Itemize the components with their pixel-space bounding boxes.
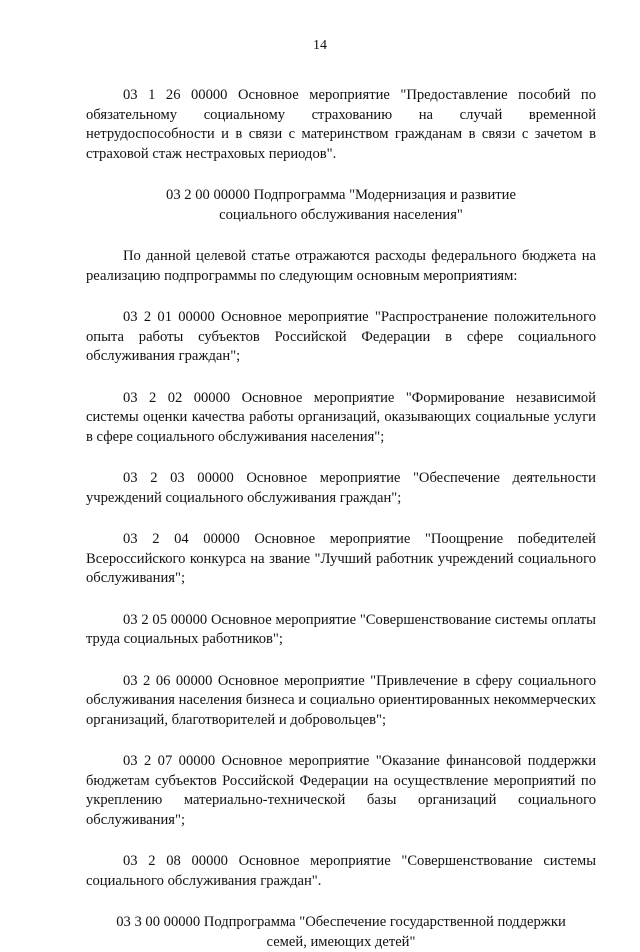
paragraph-03-2-02: 03 2 02 00000 Основное мероприятие "Формирование независимой системы оценки качества работы организаций, оказывающих социальные услуги в сфере социального обслуживания населения"; (86, 389, 596, 445)
paragraph-03-1-26: 03 1 26 00000 Основное мероприятие "Предоставление пособий по обязательному социальному страхованию на случай временной нетрудоспособности и в связи с материнством гражданам в связи с зачетом в страховой стаж нестраховых периодов". (86, 87, 596, 162)
paragraph-03-2-07: 03 2 07 00000 Основное мероприятие "Оказание финансовой поддержки бюджетам субъектов Российской Федерации на осуществление мероприятий по укреплению материально-технической базы организаций социального обслуживания"; (86, 753, 596, 828)
paragraph-intro: По данной целевой статье отражаются расходы федерального бюджета на реализацию подпрограммы по следующим основным мероприятиям: (86, 248, 596, 284)
paragraph-03-2-08: 03 2 08 00000 Основное мероприятие "Совершенствование системы социального обслуживания граждан". (86, 853, 596, 889)
paragraph-03-2-05: 03 2 05 00000 Основное мероприятие "Совершенствование системы оплаты труда социальных работников"; (86, 611, 596, 647)
document-body (86, 86, 596, 952)
page-number: 14 (313, 38, 327, 53)
heading-line: семей, имеющих детей" (266, 933, 416, 950)
paragraph-03-2-03: 03 2 03 00000 Основное мероприятие "Обеспечение деятельности учреждений социального обслуживания граждан"; (86, 470, 596, 506)
heading-line: социального обслуживания населения" (219, 206, 463, 223)
subprogram-heading-03-3 (86, 913, 596, 952)
subprogram-heading-03-2 (86, 186, 596, 225)
heading-line: 03 3 00 00000 Подпрограмма "Обеспечение государственной поддержки (116, 914, 566, 930)
paragraph-03-2-04: 03 2 04 00000 Основное мероприятие "Поощрение победителей Всероссийского конкурса на звание "Лучший работник учреждений социального обслуживания"; (86, 531, 596, 586)
paragraph-03-2-06: 03 2 06 00000 Основное мероприятие "Привлечение в сферу социального обслуживания населения бизнеса и социально ориентированных некоммерческих организаций, благотворителей и добровольцев"; (86, 672, 596, 728)
heading-line: 03 2 00 00000 Подпрограмма "Модернизация и развитие (166, 187, 516, 203)
paragraph-03-2-01: 03 2 01 00000 Основное мероприятие "Распространение положительного опыта работы субъектов Российской Федерации в сфере социального обслуживания граждан"; (86, 309, 596, 364)
